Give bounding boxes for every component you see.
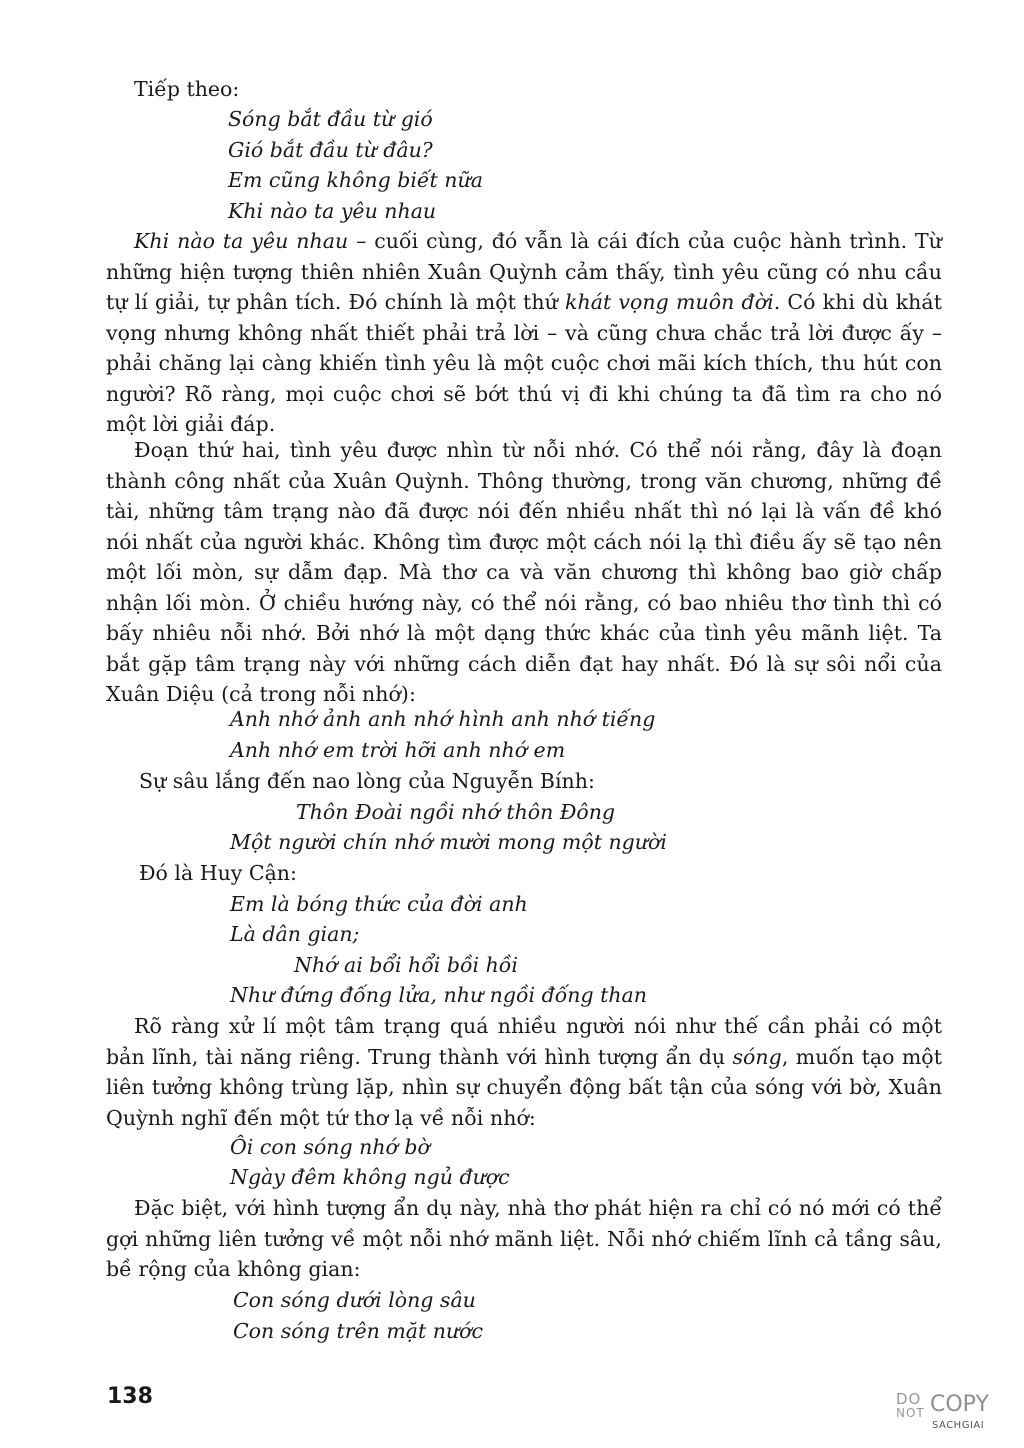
page-number: 138 <box>107 1384 153 1409</box>
poem-line: Là dân gian; <box>230 922 360 946</box>
poem-line: Nhớ ai bổi hổi bồi hồi <box>294 953 518 977</box>
poem-line: Con sóng dưới lòng sâu <box>233 1288 476 1312</box>
intro-label: Tiếp theo: <box>134 77 240 101</box>
poem-line: Khi nào ta yêu nhau <box>228 199 437 223</box>
lead-line: Sự sâu lắng đến nao lòng của Nguyễn Bính: <box>139 769 595 793</box>
paragraph-text: – cuối cùng, đó vẫn là cái đích của cuộc hành trình. Từ những hiện tượng thiên nhiên Xuân Quỳnh cảm thấy, tình yêu cũng có nhu cầu tự lí giải, tự phân tích. Đó chính là một thứ <box>106 229 942 314</box>
paragraph: Đặc biệt, với hình tượng ẩn dụ này, nhà thơ phát hiện ra chỉ có nó mới có thể gợi những liên tưởng về một nỗi nhớ mãnh liệt. Nỗi nhớ chiếm lĩnh cả tầng sâu, bề rộng của không gian: <box>106 1196 942 1281</box>
poem-line: Anh nhớ ảnh anh nhớ hình anh nhớ tiếng <box>230 707 656 731</box>
watermark-text: NOT <box>896 1406 925 1420</box>
lead-line: Đó là Huy Cận: <box>139 861 297 885</box>
paragraph-text: , muốn tạo một liên tưởng không trùng lặp, nhìn sự chuyển động bất tận của sóng với bờ, Xuân Quỳnh nghĩ đến một tứ thơ lạ về nỗi nhớ: <box>106 1044 942 1130</box>
poem-line: Như đứng đống lửa, như ngồi đống than <box>230 983 647 1007</box>
poem-line: Thôn Đoài ngồi nhớ thôn Đông <box>296 800 616 824</box>
poem-line: Sóng bắt đầu từ gió <box>228 107 433 131</box>
poem-line: Ngày đêm không ngủ được <box>230 1165 510 1189</box>
poem-line: Gió bắt đầu từ đâu? <box>228 138 433 162</box>
paragraph <box>106 1011 942 1133</box>
poem-line: Em là bóng thức của đời anh <box>230 892 528 916</box>
watermark-text: DO <box>896 1390 922 1408</box>
poem-line: Con sóng trên mặt nước <box>233 1319 483 1343</box>
italic-phrase: sóng <box>732 1044 782 1069</box>
watermark-text: COPY <box>930 1392 989 1417</box>
paragraph-text: Rõ ràng xử lí một tâm trạng quá nhiều người nói như thế cần phải có một bản lĩnh, tài năng riêng. Trung thành với hình tượng ẩn dụ <box>106 1014 942 1069</box>
italic-quote: Khi nào ta yêu nhau <box>134 229 349 253</box>
poem-line: Anh nhớ em trời hỡi anh nhớ em <box>230 738 566 762</box>
poem-line: Một người chín nhớ mười mong một người <box>230 830 667 854</box>
paragraph: Đoạn thứ hai, tình yêu được nhìn từ nỗi nhớ. Có thể nói rằng, đây là đoạn thành công nhất của Xuân Quỳnh. Thông thường, trong văn chương, những đề tài, những tâm trạng nào đã được nói đến nhiều nhất thì nó lại là vấn đề khó nói nhất của người khác. Không tìm được một cách nói lạ thì điều ấy sẽ tạo nên một lối mòn, sự dẫm đạp. Mà thơ ca và văn chương thì không bao giờ chấp nhận lối mòn. Ở chiều hướng này, có thể nói rằng, có bao nhiêu thơ tình thì có bấy nhiêu nỗi nhớ. Bởi nhớ là một dạng thức khác của tình yêu mãnh liệt. Ta bắt gặp tâm trạng này với những cách diễn đạt hay nhất. Đó là sự sôi nổi của Xuân Diệu (cả trong nỗi nhớ): <box>106 438 942 706</box>
paragraph-text: . Có khi dù khát vọng nhưng không nhất thiết phải trả lời – và cũng chưa chắc trả lời được ấy – phải chăng lại càng khiến tình yêu là một cuộc chơi mãi kích thích, thu hút con người? Rõ ràng, mọi cuộc chơi sẽ bớt thú vị đi khi chúng ta đã tìm ra cho nó một lời giải đáp. <box>106 290 942 436</box>
watermark-logo <box>894 1388 1004 1440</box>
watermark-text: SACHGIAI <box>932 1420 985 1431</box>
poem-line: Em cũng không biết nữa <box>228 168 483 192</box>
italic-phrase: khát vọng muôn đời <box>564 290 774 314</box>
poem-line: Ôi con sóng nhớ bờ <box>230 1135 430 1159</box>
paragraph <box>106 226 942 440</box>
